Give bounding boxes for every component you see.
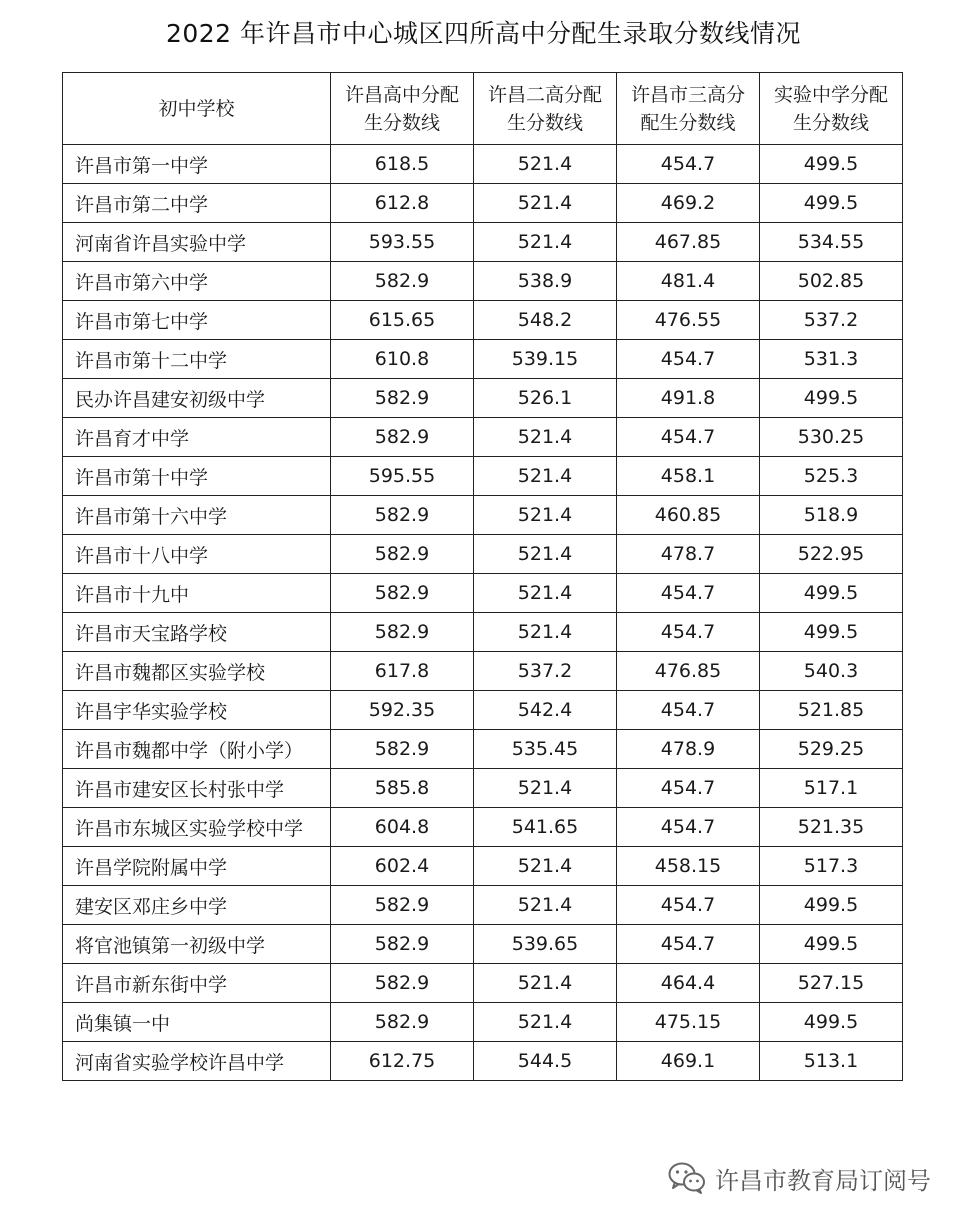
cell-xuchang-second-high-score: 521.4 (474, 496, 617, 535)
cell-school: 许昌市十九中 (63, 574, 331, 613)
cell-school: 许昌市十八中学 (63, 535, 331, 574)
cell-experimental-school-score: 499.5 (760, 145, 903, 184)
watermark-text: 许昌市教育局订阅号 (715, 1166, 931, 1195)
cell-xuchang-high-score: 585.8 (331, 769, 474, 808)
cell-school: 许昌市天宝路学校 (63, 613, 331, 652)
cell-school: 许昌市第十中学 (63, 457, 331, 496)
cell-xuchang-high-score: 582.9 (331, 418, 474, 457)
table-header-row (63, 73, 903, 145)
cell-xuchang-third-high-score: 467.85 (617, 223, 760, 262)
watermark (667, 1158, 931, 1198)
cell-xuchang-second-high-score: 521.4 (474, 964, 617, 1003)
cell-xuchang-high-score: 612.75 (331, 1042, 474, 1081)
cell-school: 河南省许昌实验中学 (63, 223, 331, 262)
cell-school: 河南省实验学校许昌中学 (63, 1042, 331, 1081)
cell-xuchang-third-high-score: 454.7 (617, 574, 760, 613)
cell-experimental-school-score: 530.25 (760, 418, 903, 457)
cell-xuchang-second-high-score: 521.4 (474, 613, 617, 652)
table-row (63, 964, 903, 1003)
cell-school: 民办许昌建安初级中学 (63, 379, 331, 418)
cell-xuchang-second-high-score: 521.4 (474, 886, 617, 925)
cell-school: 许昌市第六中学 (63, 262, 331, 301)
table-row (63, 574, 903, 613)
header-xuchang-high (331, 73, 474, 145)
cell-xuchang-third-high-score: 458.15 (617, 847, 760, 886)
cell-school: 许昌市第二中学 (63, 184, 331, 223)
header-line: 生分数线 (792, 111, 869, 134)
cell-experimental-school-score: 499.5 (760, 613, 903, 652)
header-experimental-school (760, 73, 903, 145)
table-row (63, 691, 903, 730)
header-line: 许昌二高分配 (487, 83, 602, 106)
table-row (63, 496, 903, 535)
cell-xuchang-third-high-score: 454.7 (617, 418, 760, 457)
cell-xuchang-high-score: 604.8 (331, 808, 474, 847)
cell-xuchang-second-high-score: 526.1 (474, 379, 617, 418)
cell-xuchang-third-high-score: 454.7 (617, 145, 760, 184)
cell-xuchang-high-score: 582.9 (331, 535, 474, 574)
cell-xuchang-second-high-score: 541.65 (474, 808, 617, 847)
cell-xuchang-third-high-score: 454.7 (617, 340, 760, 379)
header-xuchang-second-high (474, 73, 617, 145)
cell-experimental-school-score: 499.5 (760, 886, 903, 925)
cell-school: 许昌宇华实验学校 (63, 691, 331, 730)
cell-xuchang-high-score: 602.4 (331, 847, 474, 886)
cell-experimental-school-score: 518.9 (760, 496, 903, 535)
cell-xuchang-high-score: 593.55 (331, 223, 474, 262)
header-line: 许昌高中分配 (344, 83, 459, 106)
cell-xuchang-third-high-score: 491.8 (617, 379, 760, 418)
header-line: 生分数线 (506, 111, 583, 134)
cell-xuchang-second-high-score: 538.9 (474, 262, 617, 301)
cell-xuchang-high-score: 612.8 (331, 184, 474, 223)
table-row (63, 769, 903, 808)
cell-xuchang-third-high-score: 454.7 (617, 886, 760, 925)
cell-xuchang-second-high-score: 548.2 (474, 301, 617, 340)
cell-experimental-school-score: 517.1 (760, 769, 903, 808)
table-row (63, 1042, 903, 1081)
cell-xuchang-third-high-score: 469.1 (617, 1042, 760, 1081)
cell-xuchang-high-score: 582.9 (331, 262, 474, 301)
cell-xuchang-high-score: 610.8 (331, 340, 474, 379)
cell-xuchang-second-high-score: 539.65 (474, 925, 617, 964)
cell-experimental-school-score: 521.35 (760, 808, 903, 847)
cell-xuchang-third-high-score: 478.9 (617, 730, 760, 769)
cell-xuchang-third-high-score: 460.85 (617, 496, 760, 535)
cell-xuchang-second-high-score: 521.4 (474, 457, 617, 496)
cell-xuchang-high-score: 582.9 (331, 925, 474, 964)
table-row (63, 613, 903, 652)
cell-xuchang-second-high-score: 521.4 (474, 574, 617, 613)
cell-xuchang-third-high-score: 454.7 (617, 808, 760, 847)
cell-school: 许昌市第七中学 (63, 301, 331, 340)
cell-experimental-school-score: 527.15 (760, 964, 903, 1003)
cell-xuchang-high-score: 582.9 (331, 1003, 474, 1042)
cell-xuchang-second-high-score: 537.2 (474, 652, 617, 691)
cell-xuchang-second-high-score: 521.4 (474, 769, 617, 808)
cell-experimental-school-score: 534.55 (760, 223, 903, 262)
table-row (63, 145, 903, 184)
cell-xuchang-second-high-score: 521.4 (474, 847, 617, 886)
cell-school: 将官池镇第一初级中学 (63, 925, 331, 964)
cell-school: 许昌市建安区长村张中学 (63, 769, 331, 808)
cell-xuchang-third-high-score: 476.55 (617, 301, 760, 340)
cell-experimental-school-score: 531.3 (760, 340, 903, 379)
cell-experimental-school-score: 513.1 (760, 1042, 903, 1081)
cell-xuchang-second-high-score: 521.4 (474, 1003, 617, 1042)
cell-school: 许昌市第十六中学 (63, 496, 331, 535)
cell-xuchang-high-score: 582.9 (331, 730, 474, 769)
cell-xuchang-third-high-score: 454.7 (617, 691, 760, 730)
cell-xuchang-second-high-score: 521.4 (474, 418, 617, 457)
cell-xuchang-second-high-score: 521.4 (474, 184, 617, 223)
cell-school: 许昌育才中学 (63, 418, 331, 457)
header-line: 生分数线 (363, 111, 440, 134)
cell-xuchang-third-high-score: 454.7 (617, 925, 760, 964)
table-row (63, 886, 903, 925)
cell-xuchang-high-score: 592.35 (331, 691, 474, 730)
cell-school: 许昌市魏都区实验学校 (63, 652, 331, 691)
cell-school: 许昌市第一中学 (63, 145, 331, 184)
cell-xuchang-second-high-score: 544.5 (474, 1042, 617, 1081)
table-row (63, 379, 903, 418)
cell-xuchang-second-high-score: 535.45 (474, 730, 617, 769)
table-row (63, 808, 903, 847)
cell-xuchang-second-high-score: 539.15 (474, 340, 617, 379)
cell-xuchang-third-high-score: 464.4 (617, 964, 760, 1003)
cell-experimental-school-score: 499.5 (760, 574, 903, 613)
table-row (63, 1003, 903, 1042)
cell-xuchang-second-high-score: 542.4 (474, 691, 617, 730)
cell-experimental-school-score: 525.3 (760, 457, 903, 496)
cell-xuchang-second-high-score: 521.4 (474, 223, 617, 262)
cell-experimental-school-score: 540.3 (760, 652, 903, 691)
cell-xuchang-high-score: 617.8 (331, 652, 474, 691)
cell-experimental-school-score: 499.5 (760, 1003, 903, 1042)
cell-xuchang-high-score: 615.65 (331, 301, 474, 340)
cell-xuchang-high-score: 582.9 (331, 379, 474, 418)
cell-xuchang-high-score: 595.55 (331, 457, 474, 496)
header-line: 实验中学分配 (773, 83, 888, 106)
score-table (62, 72, 903, 1081)
table-row (63, 184, 903, 223)
cell-xuchang-third-high-score: 454.7 (617, 613, 760, 652)
cell-school: 许昌市第十二中学 (63, 340, 331, 379)
cell-school: 许昌市东城区实验学校中学 (63, 808, 331, 847)
page-title: 2022 年许昌市中心城区四所高中分配生录取分数线情况 (165, 19, 802, 48)
cell-experimental-school-score: 499.5 (760, 184, 903, 223)
table-row (63, 301, 903, 340)
cell-xuchang-high-score: 582.9 (331, 574, 474, 613)
cell-experimental-school-score: 517.3 (760, 847, 903, 886)
cell-xuchang-third-high-score: 469.2 (617, 184, 760, 223)
cell-xuchang-second-high-score: 521.4 (474, 535, 617, 574)
cell-xuchang-high-score: 582.9 (331, 613, 474, 652)
table-row (63, 457, 903, 496)
cell-xuchang-second-high-score: 521.4 (474, 145, 617, 184)
cell-xuchang-third-high-score: 475.15 (617, 1003, 760, 1042)
header-school: 初中学校 (63, 73, 331, 145)
cell-school: 许昌学院附属中学 (63, 847, 331, 886)
cell-xuchang-high-score: 582.9 (331, 496, 474, 535)
cell-xuchang-high-score: 618.5 (331, 145, 474, 184)
table-row (63, 262, 903, 301)
cell-xuchang-third-high-score: 458.1 (617, 457, 760, 496)
cell-experimental-school-score: 529.25 (760, 730, 903, 769)
table-row (63, 925, 903, 964)
table-body (63, 145, 903, 1081)
header-line: 许昌市三高分 (630, 83, 745, 106)
cell-school: 尚集镇一中 (63, 1003, 331, 1042)
header-xuchang-third-high (617, 73, 760, 145)
cell-school: 许昌市新东街中学 (63, 964, 331, 1003)
wechat-icon (667, 1161, 707, 1195)
cell-experimental-school-score: 499.5 (760, 925, 903, 964)
cell-xuchang-third-high-score: 478.7 (617, 535, 760, 574)
table-row (63, 730, 903, 769)
cell-experimental-school-score: 521.85 (760, 691, 903, 730)
cell-xuchang-third-high-score: 476.85 (617, 652, 760, 691)
cell-school: 许昌市魏都中学（附小学） (63, 730, 331, 769)
header-line: 配生分数线 (640, 111, 736, 134)
cell-xuchang-high-score: 582.9 (331, 964, 474, 1003)
cell-experimental-school-score: 499.5 (760, 379, 903, 418)
table-row (63, 340, 903, 379)
table-row (63, 847, 903, 886)
cell-xuchang-third-high-score: 481.4 (617, 262, 760, 301)
table-row (63, 652, 903, 691)
table-row (63, 223, 903, 262)
cell-school: 建安区邓庄乡中学 (63, 886, 331, 925)
cell-experimental-school-score: 522.95 (760, 535, 903, 574)
cell-experimental-school-score: 537.2 (760, 301, 903, 340)
table-row (63, 418, 903, 457)
cell-experimental-school-score: 502.85 (760, 262, 903, 301)
table-row (63, 535, 903, 574)
cell-xuchang-third-high-score: 454.7 (617, 769, 760, 808)
cell-xuchang-high-score: 582.9 (331, 886, 474, 925)
